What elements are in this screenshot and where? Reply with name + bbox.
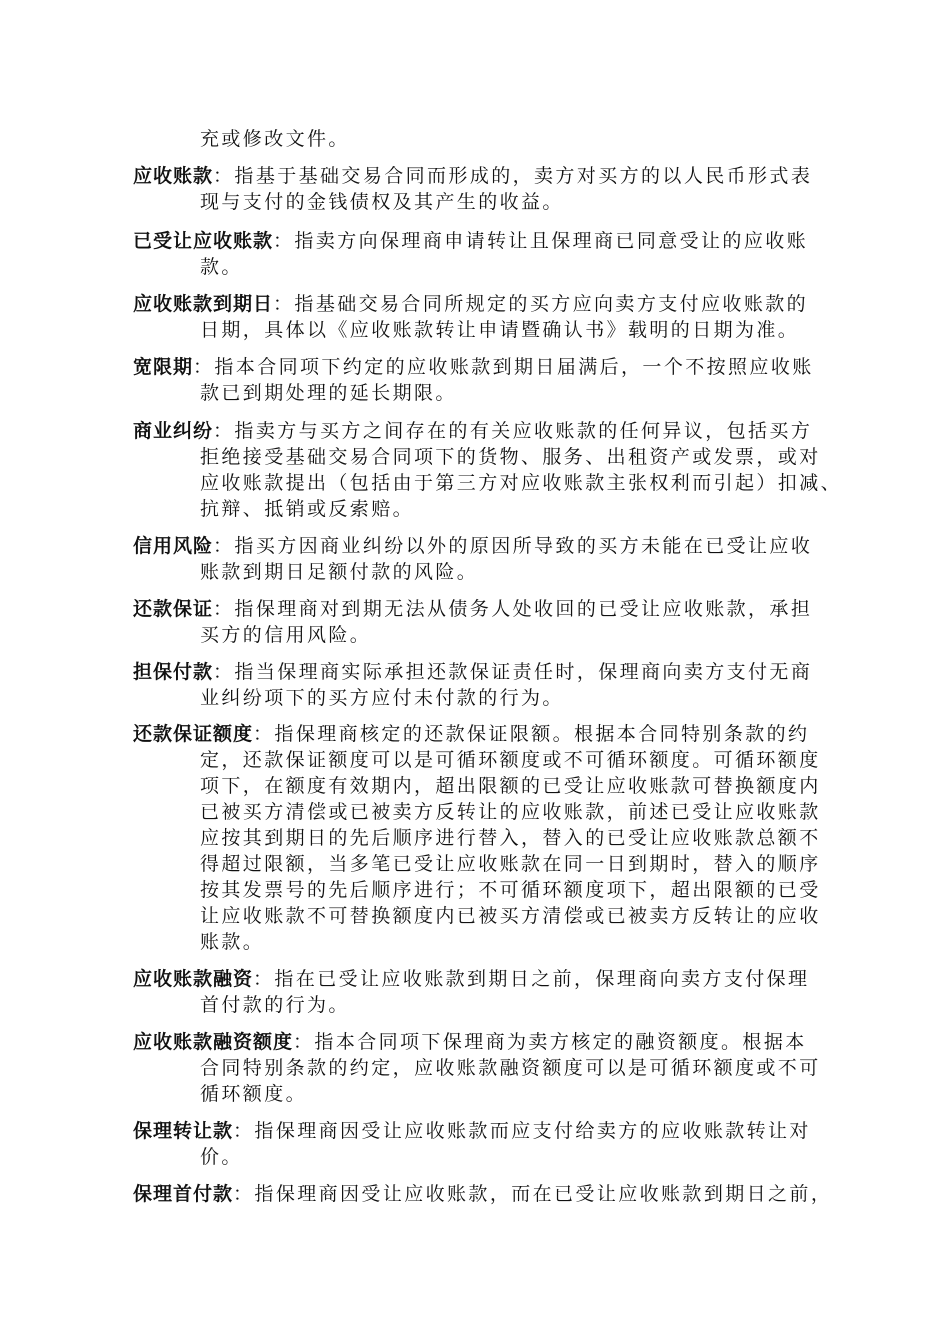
definition-line: 循环额度。 [200, 1083, 308, 1105]
definition-line: 款已到期处理的延长期限。 [200, 382, 457, 404]
definition-line: 账款。 [200, 931, 265, 953]
definition-line: 拒绝接受基础交易合同项下的货物、服务、出租资产或发票，或对 [200, 446, 821, 468]
definition-line: 应按其到期日的先后顺序进行替入，替入的已受让应收账款总额不 [200, 827, 821, 849]
definition-line: 项下，在额度有效期内，超出限额的已受让应收账款可替换额度内 [200, 775, 821, 797]
definition-text: ：指卖方与买方之间存在的有关应收账款的任何异议，包括买方 [213, 420, 813, 442]
definition-line [133, 1118, 811, 1144]
definition-line: 定，还款保证额度可以是可循环额度或不可循环额度。可循环额度 [200, 749, 821, 771]
definition-line: 业纠纷项下的买方应付未付款的行为。 [200, 687, 564, 709]
definition-line [133, 1029, 807, 1055]
definition-term: 保理首付款 [133, 1183, 234, 1205]
definition-line: 合同特别条款的约定，应收账款融资额度可以是可循环额度或不可 [200, 1057, 821, 1079]
definition-line: 现与支付的金钱债权及其产生的收益。 [200, 191, 564, 213]
definition-term: 保理转让款 [133, 1120, 234, 1142]
definition-line: 得超过限额，当多笔已受让应收账款在同一日到期时，替入的顺序 [200, 853, 821, 875]
definition-text: ：指保理商因受让应收账款，而在已受让应收账款到期日之前， [233, 1183, 833, 1205]
definition-line [133, 596, 812, 622]
definition-line [133, 291, 808, 317]
definition-line: 让应收账款不可替换额度内已被买方清偿或已被卖方反转让的应收 [200, 905, 821, 927]
definition-text: ：指本合同项下约定的应收账款到期日届满后，一个不按照应收账 [193, 356, 814, 378]
definition-text: ：指买方因商业纠纷以外的原因所导致的买方未能在已受让应收 [213, 535, 813, 557]
definition-line: 日期，具体以《应收账款转让申请暨确认书》载明的日期为准。 [200, 319, 800, 341]
intro-continuation: 充或修改文件。 [200, 128, 350, 150]
definition-term: 应收账款 [133, 165, 214, 187]
definition-text: ：指本合同项下保理商为卖方核定的融资额度。根据本 [293, 1031, 807, 1053]
definition-line: 账款到期日足额付款的风险。 [200, 561, 479, 583]
definition-line: 抗辩、抵销或反索赔。 [200, 498, 415, 520]
definition-term: 应收账款融资额度 [133, 1031, 294, 1053]
definition-term: 还款保证额度 [133, 723, 254, 745]
definition-text: ：指保理商因受让应收账款而应支付给卖方的应收账款转让对 [233, 1120, 811, 1142]
definition-term: 担保付款 [133, 661, 214, 683]
definition-line [133, 354, 814, 380]
definition-term: 应收账款到期日 [133, 293, 274, 315]
definition-line [133, 721, 809, 747]
definition-term: 信用风险 [133, 535, 214, 557]
definition-text: ：指卖方向保理商申请转让且保理商已同意受让的应收账 [273, 230, 809, 252]
definition-text: ：指保理商对到期无法从债务人处收回的已受让应收账款，承担 [213, 598, 813, 620]
definition-line [133, 163, 812, 189]
definition-text: ：指当保理商实际承担还款保证责任时，保理商向卖方支付无商 [213, 661, 813, 683]
definition-line [133, 533, 812, 559]
definition-term: 还款保证 [133, 598, 214, 620]
definition-line [133, 418, 812, 444]
definition-line: 按其发票号的先后顺序进行；不可循环额度项下，超出限额的已受 [200, 879, 821, 901]
definition-line [133, 1181, 832, 1207]
definition-line [133, 966, 809, 992]
definition-line: 应收账款提出（包括由于第三方对应收账款主张权利而引起）扣减、 [200, 472, 843, 494]
definition-text: ：指基于基础交易合同而形成的，卖方对买方的以人民币形式表 [213, 165, 813, 187]
definition-text: ：指基础交易合同所规定的买方应向卖方支付应收账款的 [273, 293, 809, 315]
definition-line: 首付款的行为。 [200, 994, 350, 1016]
definition-line: 买方的信用风险。 [200, 624, 372, 646]
definition-term: 宽限期 [133, 356, 194, 378]
definition-line: 价。 [200, 1146, 243, 1168]
definition-term: 应收账款融资 [133, 968, 254, 990]
definition-line [133, 228, 808, 254]
definition-line: 已被买方清偿或已被卖方反转让的应收账款，前述已受让应收账款 [200, 801, 821, 823]
definition-text: ：指保理商核定的还款保证限额。根据本合同特别条款的约 [253, 723, 810, 745]
definition-line: 款。 [200, 256, 243, 278]
definition-text: ：指在已受让应收账款到期日之前，保理商向卖方支付保理 [253, 968, 810, 990]
definition-term: 已受让应收账款 [133, 230, 274, 252]
definition-line [133, 659, 812, 685]
definition-term: 商业纠纷 [133, 420, 214, 442]
